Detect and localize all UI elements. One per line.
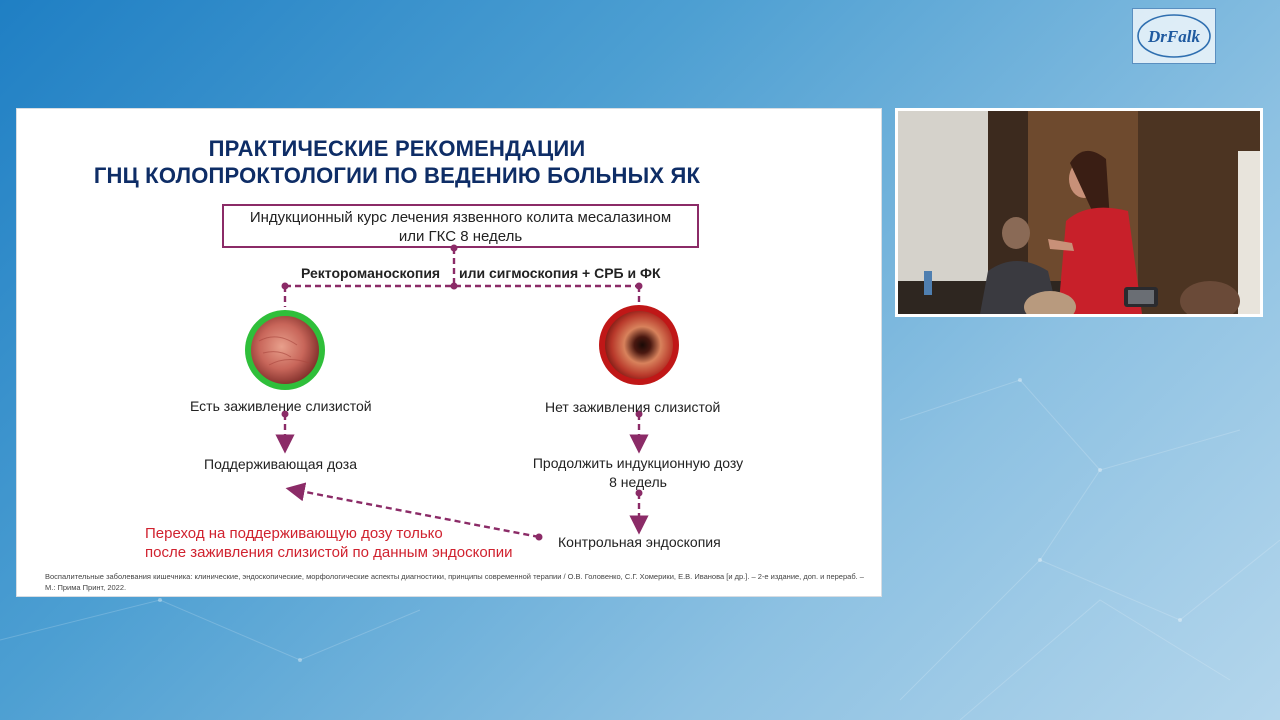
highlight-note — [145, 524, 513, 562]
drfalk-logo — [1132, 8, 1216, 64]
induction-line-1: Индукционный курс лечения язвенного колита месалазином — [249, 209, 672, 226]
logo-text: DrFalk — [1148, 27, 1200, 46]
induction-line-2: или ГКС 8 недель — [398, 228, 523, 245]
reference-citation: Воспалительные заболевания кишечника: клинические, эндоскопические, морфологические аспекты диагностики, принципы современной терапии / О.В. Головенко, С.Г. Хомерики, Е.В. Иванова [и др.]. – 2-е издание, доп. и перераб. – М.: Прима Принт, 2022. — [45, 572, 864, 592]
left-result: Есть заживление слизистой — [190, 398, 372, 414]
note-line-2: после заживления слизистой по данным эндоскопии — [145, 544, 513, 561]
left-action: Поддерживающая доза — [204, 456, 357, 472]
right-control: Контрольная эндоскопия — [558, 534, 721, 550]
right-action — [524, 454, 752, 492]
logo-emblem — [1133, 9, 1215, 63]
endoscopy-image-inflamed — [599, 305, 679, 385]
exam-label-left: Ректороманоскопия — [301, 265, 441, 281]
presentation-slide — [16, 108, 882, 597]
speaker-video — [895, 108, 1263, 317]
right-result: Нет заживления слизистой — [545, 399, 721, 415]
right-action-line-2: 8 недель — [609, 474, 667, 490]
title-line-1: ПРАКТИЧЕСКИЕ РЕКОМЕНДАЦИИ — [208, 136, 586, 161]
title-line-2: ГНЦ КОЛОПРОКТОЛОГИИ ПО ВЕДЕНИЮ БОЛЬНЫХ ЯК — [93, 163, 701, 188]
right-action-line-1: Продолжить индукционную дозу — [532, 455, 744, 471]
exam-label-right: или сигмоскопия + СРБ и ФК — [459, 265, 661, 281]
endoscopy-image-healed — [245, 310, 325, 390]
video-frame — [898, 111, 1260, 314]
note-line-1: Переход на поддерживающую дозу только — [145, 525, 443, 542]
